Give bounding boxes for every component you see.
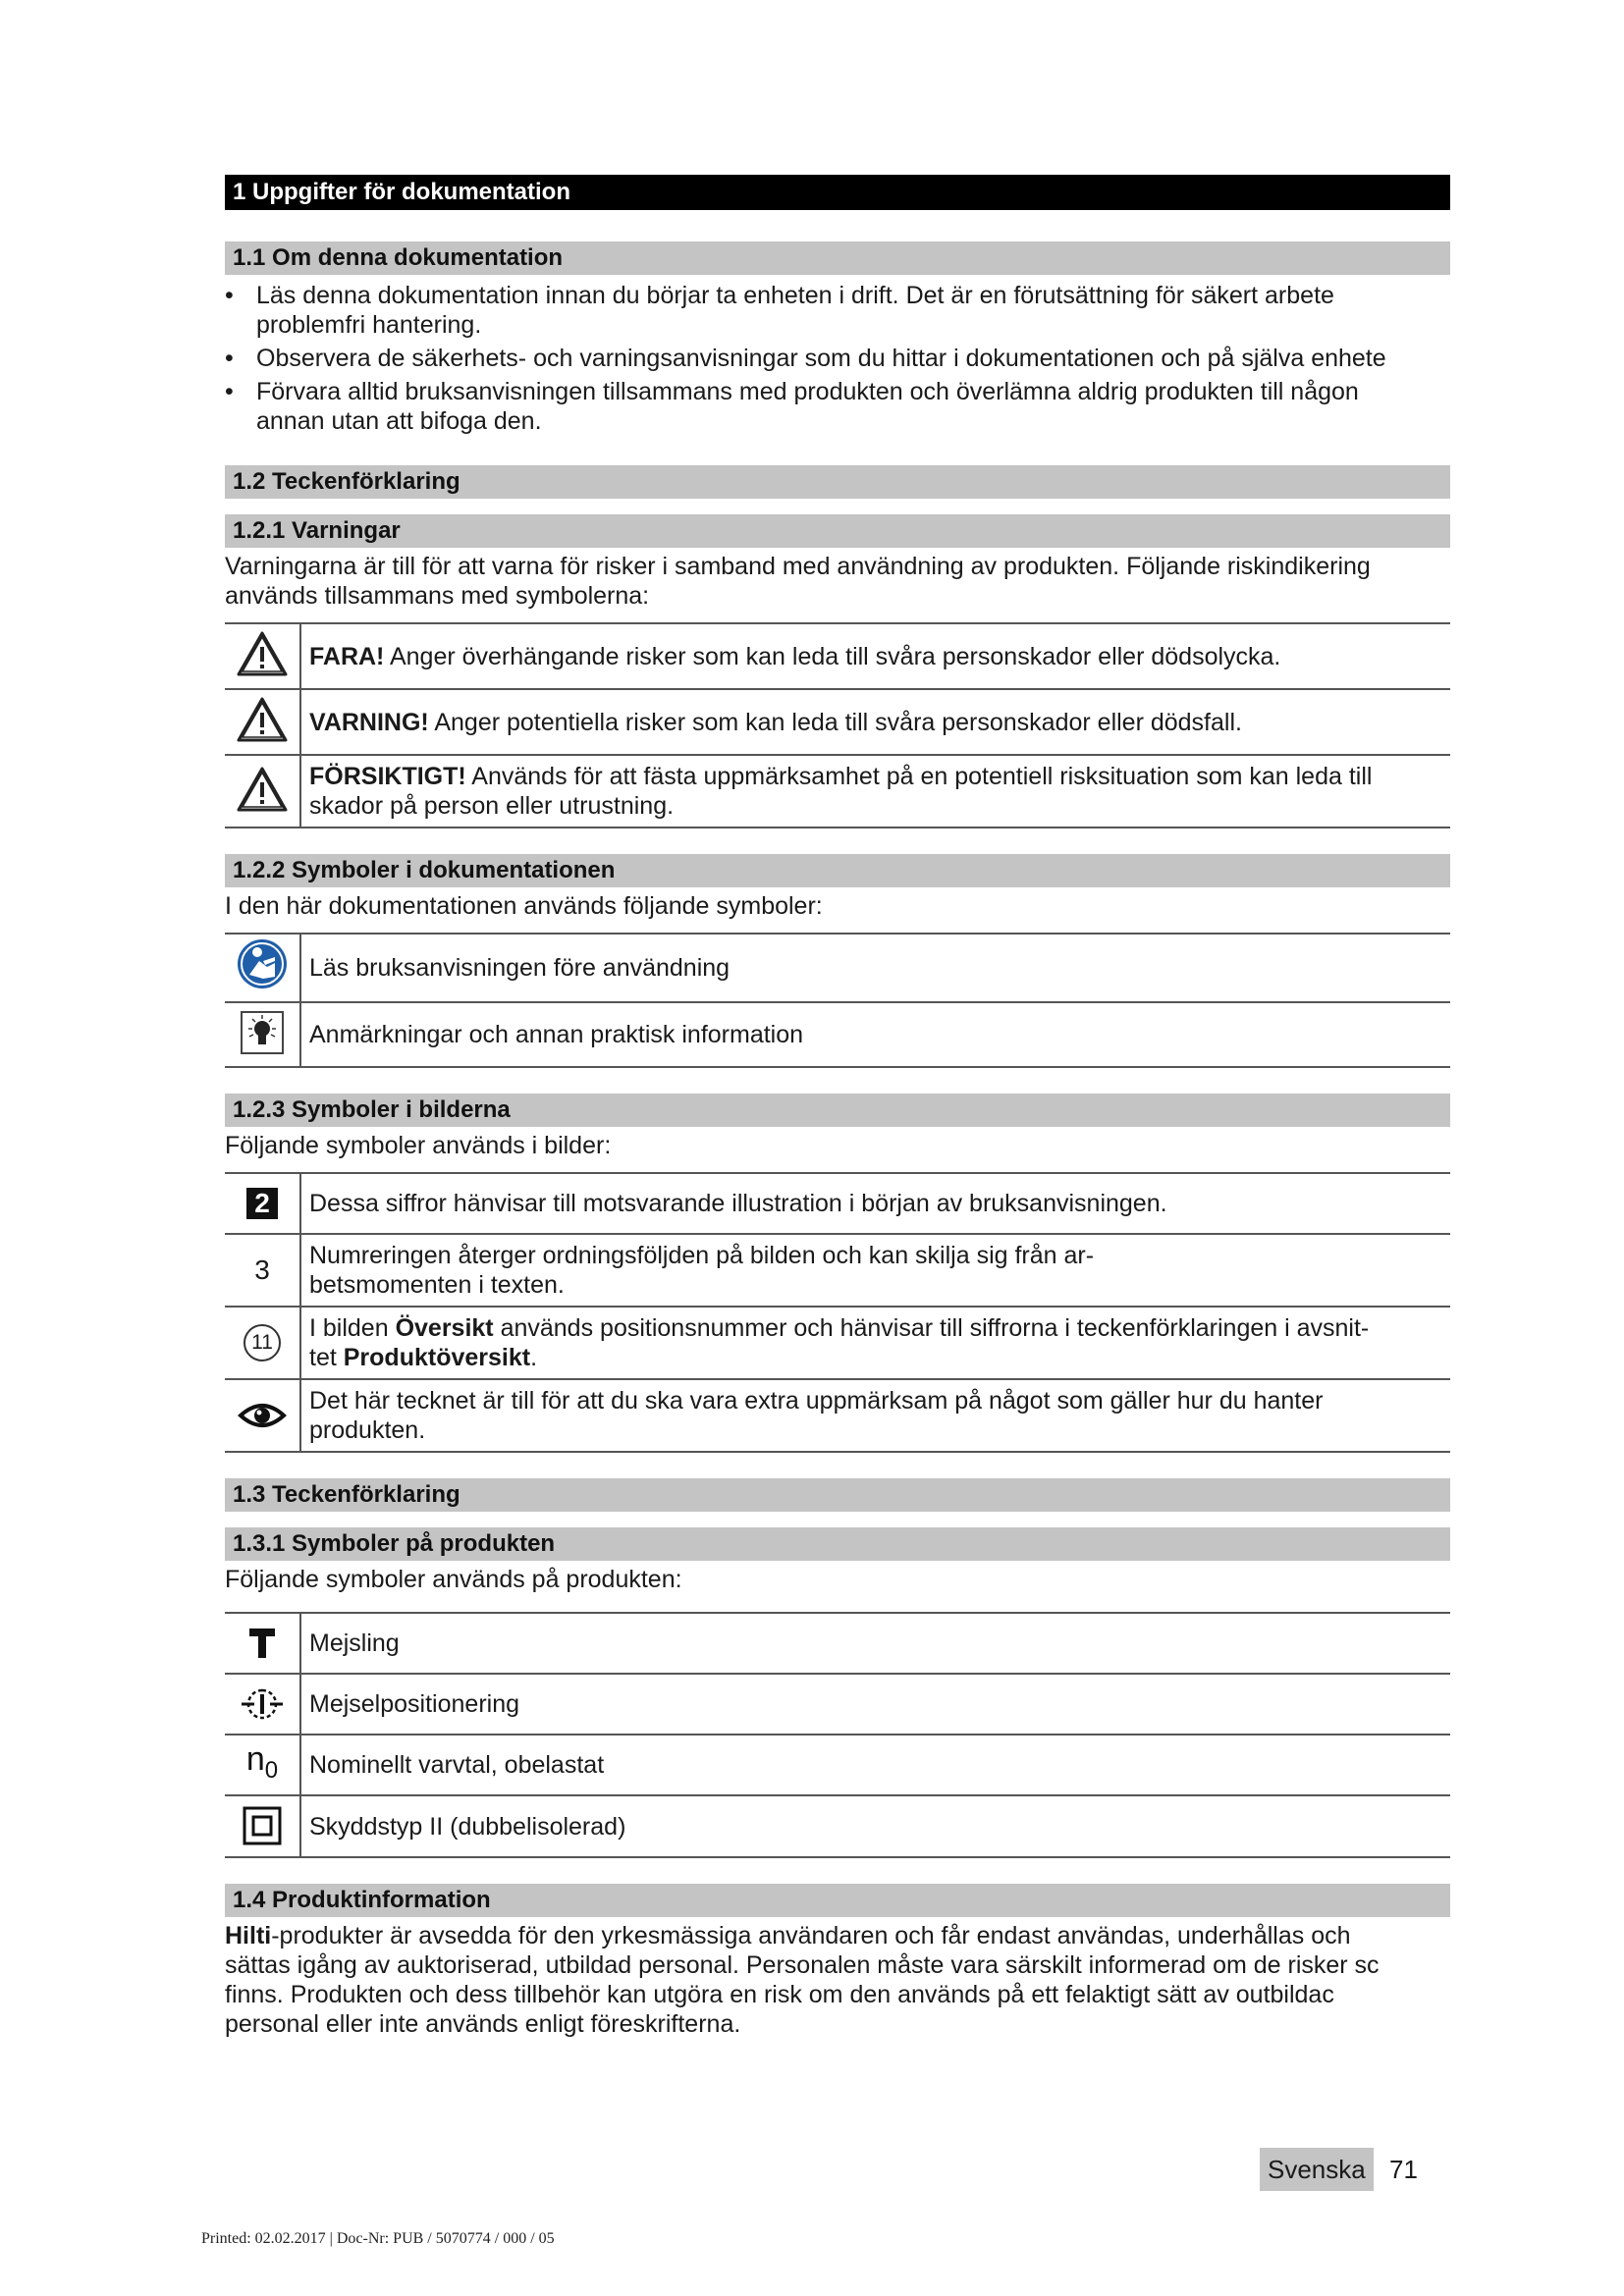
- section-1-2-heading: 1.2 Teckenförklaring: [225, 465, 1450, 499]
- table-row: [225, 1795, 1450, 1857]
- warnings-intro: Varningarna är till för att varna för risker i samband med användning av produkten. Följande riskindikering används tillsammans med symbolerna:: [225, 553, 1371, 610]
- product-symbols-intro: Följande symboler används på produkten:: [225, 1566, 682, 1593]
- table-row: [225, 1379, 1450, 1452]
- page-number: 71: [1389, 2155, 1418, 2184]
- caution-label: FÖRSIKTIGT!: [309, 763, 466, 790]
- rated-speed-subscript: 0: [264, 1756, 279, 1784]
- rated-speed-icon: [233, 1739, 292, 1790]
- table-row: [225, 623, 1450, 689]
- double-insulation-icon: [233, 1800, 292, 1851]
- warning-text: Anger potentiella risker som kan leda till svåra personskador eller dödsfall.: [428, 708, 1242, 736]
- table-row: [225, 1307, 1450, 1379]
- warning-triangle-icon: [233, 628, 292, 679]
- light-bulb-icon: [233, 1007, 292, 1058]
- circled-number-glyph: 11: [244, 1324, 281, 1362]
- chisel-positioning-text: Mejselpositionering: [300, 1674, 1450, 1735]
- about-bullet-list: [225, 281, 1592, 436]
- chiseling-icon: [233, 1618, 292, 1669]
- table-row: [225, 1234, 1450, 1307]
- print-info: Printed: 02.02.2017 | Doc-Nr: PUB / 5070774 / 000 / 05: [201, 2230, 555, 2247]
- doc-symbols-intro: I den här dokumentationen används följande symboler:: [225, 892, 823, 920]
- doc-symbols-table: [225, 933, 1450, 1068]
- section-1-4-heading: 1.4 Produktinformation: [225, 1884, 1450, 1917]
- figure-symbols-intro: Följande symboler används i bilder:: [225, 1132, 612, 1159]
- footer-language-tab: Svenska: [1260, 2148, 1374, 2191]
- product-info-text: -produkter är avsedda för den yrkesmässiga användaren och får endast användas, underhållas och sättas igång av auktoriserad, utbildad personal. Personalen måste vara särskilt informerad om de risker sc finns. Produkten och dess tillbehör kan utgöra en risk om den används på ett felaktigt sätt av outbildac personal eller inte används enligt föreskrifterna.: [225, 1922, 1380, 2038]
- warnings-table: [225, 622, 1450, 828]
- warning-triangle-icon: [233, 764, 292, 815]
- table-row: [225, 1613, 1450, 1674]
- eye-icon: [233, 1390, 292, 1441]
- text-part: .: [530, 1344, 538, 1371]
- boxed-number-icon: [233, 1178, 292, 1229]
- brand-name: Hilti: [225, 1922, 272, 1949]
- page-content: [225, 175, 1592, 2039]
- text-part: används positionsnummer och hänvisar till siffrorna i teckenförklaringen i avsnit- tet: [309, 1314, 1370, 1371]
- boxed-number-glyph: 2: [246, 1188, 278, 1219]
- eye-text: Det här tecknet är till för att du ska vara extra uppmärksam på något som gäller hur du hanter produkten.: [300, 1379, 1450, 1452]
- section-1-2-1-heading: 1.2.1 Varningar: [225, 514, 1450, 548]
- table-row: [225, 1735, 1450, 1795]
- section-1-2-3-heading: 1.2.3 Symboler i bilderna: [225, 1094, 1450, 1127]
- notes-text: Anmärkningar och annan praktisk information: [300, 1002, 1450, 1067]
- boxed-number-text: Dessa siffror hänvisar till motsvarande illustration i början av bruksanvisningen.: [300, 1173, 1450, 1234]
- table-row: [225, 1002, 1450, 1067]
- section-1-heading: 1 Uppgifter för dokumentation: [225, 175, 1450, 210]
- warning-label: VARNING!: [309, 708, 429, 736]
- text-part: I bilden: [309, 1314, 396, 1342]
- bullet-item: • Observera de säkerhets- och varningsanvisningar som du hittar i dokumentationen och på själva enhete: [225, 344, 1592, 373]
- chiseling-text: Mejsling: [300, 1613, 1450, 1674]
- table-row: [225, 934, 1450, 1002]
- circled-number-icon: [233, 1317, 292, 1368]
- section-1-3-1-heading: 1.3.1 Symboler på produkten: [225, 1527, 1450, 1561]
- danger-label: FARA!: [309, 642, 385, 670]
- plain-number-glyph: 3: [254, 1255, 270, 1285]
- overview-bold: Översikt: [395, 1314, 494, 1342]
- rated-speed-glyph: n: [245, 1740, 265, 1779]
- table-row: [225, 755, 1450, 828]
- circled-number-text: [300, 1307, 1450, 1379]
- chisel-positioning-icon: [233, 1679, 292, 1730]
- double-insulation-text: Skyddstyp II (dubbelisolerad): [300, 1795, 1450, 1857]
- read-manual-icon: [233, 938, 292, 989]
- bullet-item: • Läs denna dokumentation innan du börjar ta enheten i drift. Det är en förutsättning för säkert arbete problemfri hantering.: [225, 281, 1592, 340]
- table-row: [225, 689, 1450, 755]
- plain-number-icon: [233, 1245, 292, 1296]
- danger-text: Anger överhängande risker som kan leda till svåra personskador eller dödsolycka.: [384, 642, 1281, 670]
- section-1-3-heading: 1.3 Teckenförklaring: [225, 1478, 1450, 1512]
- section-1-2-2-heading: 1.2.2 Symboler i dokumentationen: [225, 854, 1450, 887]
- product-info-paragraph: [225, 1921, 1592, 2039]
- caution-text: Används för att fästa uppmärksamhet på en potentiell risksituation som kan leda till skador på person eller utrustning.: [309, 763, 1373, 820]
- read-manual-text: Läs bruksanvisningen före användning: [300, 934, 1450, 1002]
- warning-triangle-icon: [233, 694, 292, 745]
- section-1-1-heading: 1.1 Om denna dokumentation: [225, 241, 1450, 275]
- rated-speed-text: Nominellt varvtal, obelastat: [300, 1735, 1450, 1795]
- product-symbols-table: [225, 1612, 1450, 1858]
- bullet-item: • Förvara alltid bruksanvisningen tillsammans med produkten och överlämna aldrig produkten till någon annan utan att bifoga den.: [225, 377, 1592, 436]
- figure-symbols-table: [225, 1172, 1450, 1453]
- table-row: [225, 1674, 1450, 1735]
- product-overview-bold: Produktöversikt: [343, 1344, 531, 1371]
- plain-number-text: Numreringen återger ordningsföljden på bilden och kan skilja sig från ar- betsmomenten i texten.: [300, 1234, 1450, 1307]
- table-row: [225, 1173, 1450, 1234]
